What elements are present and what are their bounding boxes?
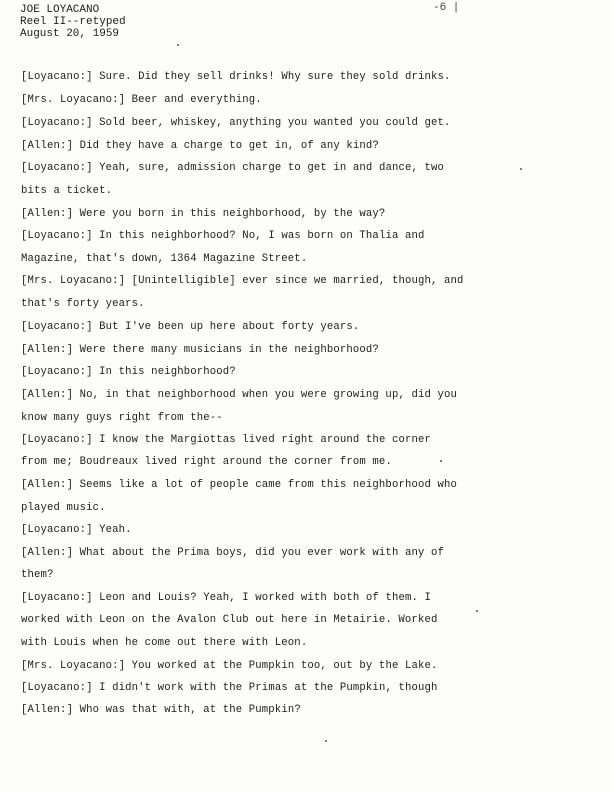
speaker-label: Loyacano: [27, 117, 87, 129]
line-text: Sure. Did they sell drinks! Why sure they sold drinks. [99, 71, 451, 83]
line-text: them? [21, 569, 54, 581]
transcript-line: [Allen:] Were there many musicians in the neighborhood? [21, 344, 379, 356]
transcript-line: [Allen:] What about the Prima boys, did you ever work with any of [21, 547, 445, 559]
transcript-line: [Mrs. Loyacano:] Beer and everything. [21, 94, 262, 106]
line-text: In this neighborhood? [99, 366, 236, 378]
transcript-line [21, 636, 307, 650]
transcript-line: [Mrs. Loyacano:] You worked at the Pumpkin too, out by the Lake. [21, 660, 438, 672]
transcript-line [21, 455, 392, 469]
transcript-line: [Allen:] Were you born in this neighborhood, by the way? [21, 208, 386, 220]
speaker-label: Loyacano: [27, 71, 87, 83]
speaker-label: Loyacano: [27, 592, 87, 604]
scan-speck [520, 168, 522, 170]
line-text: What about the Prima boys, did you ever work with any of [79, 547, 445, 559]
interviewee-name: JOE LOYACANO [20, 4, 100, 16]
speaker-label: Allen: [27, 140, 67, 152]
transcript-line: [Loyacano:] I didn't work with the Primas at the Pumpkin, though [21, 682, 438, 694]
line-text: I didn't work with the Primas at the Pumpkin, though [99, 682, 438, 694]
transcript-line: [Loyacano:] Leon and Louis? Yeah, I worked with both of them. I [21, 592, 431, 604]
transcript-line: [Mrs. Loyacano:] [Unintelligible] ever since we married, though, and [21, 275, 464, 287]
line-text: Were you born in this neighborhood, by the way? [79, 208, 386, 220]
speaker-label: Loyacano: [27, 230, 87, 242]
speaker-label: Loyacano: [27, 682, 87, 694]
speaker-label: Mrs. Loyacano: [27, 275, 119, 287]
line-text: that's forty years. [21, 298, 145, 310]
transcript-line: [Loyacano:] Sold beer, whiskey, anything you wanted you could get. [21, 117, 451, 129]
speaker-label: Allen: [27, 344, 67, 356]
speaker-label: Allen: [27, 208, 67, 220]
transcript-line [21, 613, 437, 627]
scan-speck [325, 740, 327, 742]
reel-label: Reel II--retyped [20, 16, 126, 28]
transcript-line: [Loyacano:] Yeah, sure, admission charge to get in and dance, two [21, 162, 445, 174]
transcript-line [21, 184, 112, 198]
transcript-line: [Allen:] No, in that neighborhood when you were growing up, did you [21, 389, 458, 401]
speaker-label: Loyacano: [27, 524, 87, 536]
line-text: No, in that neighborhood when you were growing up, did you [79, 389, 458, 401]
speaker-label: Loyacano: [27, 162, 87, 174]
speaker-label: Loyacano: [27, 434, 87, 446]
line-text: from me; Boudreaux lived right around the corner from me. [21, 456, 392, 468]
speaker-label: Allen: [27, 389, 67, 401]
transcript-line: [Loyacano:] But I've been up here about forty years. [21, 321, 360, 333]
line-text: Beer and everything. [131, 94, 262, 106]
speaker-label: Allen: [27, 479, 67, 491]
line-text: with Louis when he come out there with Leon. [21, 637, 308, 649]
transcript-line: [Loyacano:] In this neighborhood? [21, 366, 236, 378]
transcript-line: [Allen:] Who was that with, at the Pumpkin? [21, 704, 301, 716]
line-text: Yeah, sure, admission charge to get in and dance, two [99, 162, 445, 174]
line-text: I know the Margiottas lived right around the corner [99, 434, 431, 446]
speaker-label: Mrs. Loyacano: [27, 660, 119, 672]
speaker-label: Loyacano: [27, 366, 87, 378]
transcript-line [21, 297, 145, 311]
transcript-line [21, 568, 54, 582]
line-text: Were there many musicians in the neighborhood? [79, 344, 379, 356]
speaker-label: Mrs. Loyacano: [27, 94, 119, 106]
transcript-line: [Allen:] Did they have a charge to get in, of any kind? [21, 140, 379, 152]
document-header [20, 4, 126, 40]
line-text: Seems like a lot of people came from this neighborhood who [79, 479, 458, 491]
transcript-line: [Loyacano:] In this neighborhood? No, I was born on Thalia and [21, 230, 425, 242]
scan-speck [177, 44, 179, 46]
line-text: Yeah. [99, 524, 132, 536]
interview-date: August 20, 1959 [20, 28, 120, 40]
scan-speck [440, 460, 442, 462]
transcript-line [21, 252, 307, 266]
line-text: [Unintelligible] ever since we married, though, and [131, 275, 464, 287]
line-text: Magazine, that's down, 1364 Magazine Street. [21, 253, 308, 265]
transcript-line: [Allen:] Seems like a lot of people came from this neighborhood who [21, 479, 458, 491]
transcript-line [21, 411, 223, 425]
speaker-label: Allen: [27, 704, 67, 716]
line-text: worked with Leon on the Avalon Club out here in Metairie. Worked [21, 614, 438, 626]
line-text: You worked at the Pumpkin too, out by the Lake. [131, 660, 438, 672]
line-text: In this neighborhood? No, I was born on Thalia and [99, 230, 425, 242]
line-text: played music. [21, 502, 106, 514]
line-text: Sold beer, whiskey, anything you wanted you could get. [99, 117, 451, 129]
speaker-label: Allen: [27, 547, 67, 559]
line-text: Leon and Louis? Yeah, I worked with both of them. I [99, 592, 431, 604]
scan-speck [476, 610, 478, 612]
transcript-line: [Loyacano:] Sure. Did they sell drinks! Why sure they sold drinks. [21, 71, 451, 83]
line-text: know many guys right from the-- [21, 412, 223, 424]
line-text: bits a ticket. [21, 185, 113, 197]
line-text: Who was that with, at the Pumpkin? [79, 704, 301, 716]
speaker-label: Loyacano: [27, 321, 87, 333]
line-text: Did they have a charge to get in, of any kind? [79, 140, 379, 152]
page-number-mark: -6 | [433, 2, 460, 14]
transcript-line [21, 501, 106, 515]
transcript-line: [Loyacano:] I know the Margiottas lived right around the corner [21, 434, 431, 446]
line-text: But I've been up here about forty years. [99, 321, 360, 333]
transcript-line: [Loyacano:] Yeah. [21, 524, 132, 536]
